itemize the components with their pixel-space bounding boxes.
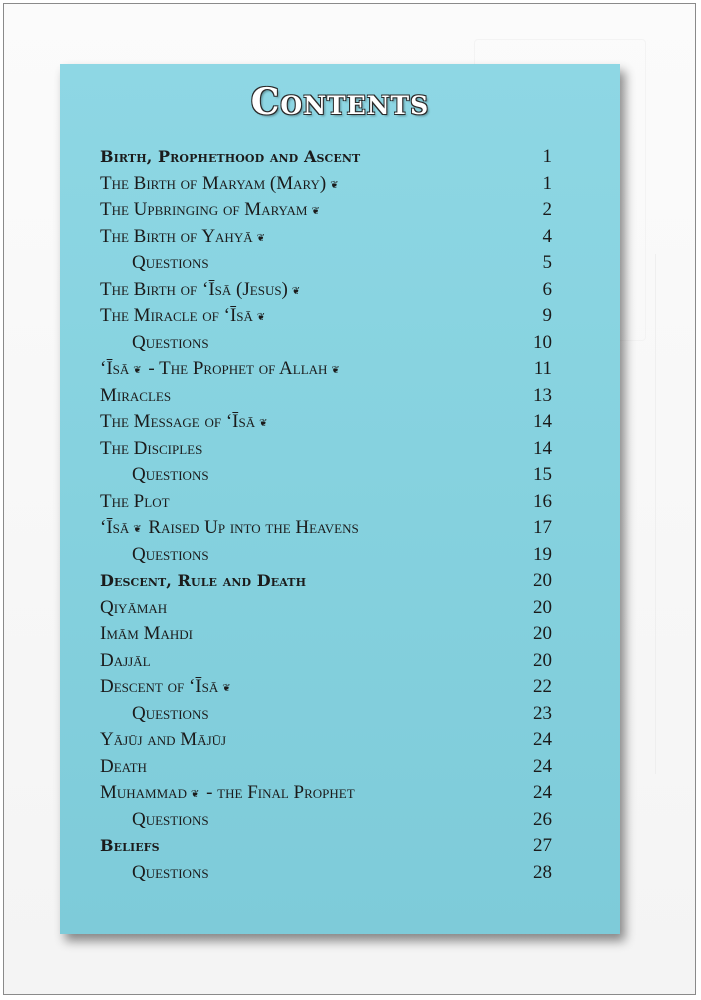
toc-entry-text: Miracles	[100, 384, 172, 406]
toc-page-number: 11	[533, 358, 552, 379]
toc-page-number: 17	[533, 517, 552, 538]
toc-entry-text: The Birth of Maryam (Mary)	[100, 172, 327, 194]
toc-entry	[60, 197, 620, 224]
toc-page-number: 14	[533, 411, 552, 432]
toc-page-number: 1	[542, 146, 552, 167]
toc-page-number: 10	[533, 331, 552, 353]
toc-entry-text: ‘Īsā	[100, 517, 130, 538]
toc-entry-text: Questions	[132, 464, 209, 485]
toc-page-number: 24	[533, 782, 552, 803]
toc-page-number: 20	[533, 649, 552, 671]
toc-entry-title	[100, 515, 359, 542]
toc-entry-text: Birth, Prophethood and Ascent	[100, 147, 361, 166]
toc-page-number: 1	[542, 172, 552, 194]
honorific-ligature-icon: ❦	[256, 312, 266, 323]
toc-page-number: 5	[542, 252, 552, 273]
contents-panel	[60, 64, 620, 934]
toc-entry-title	[100, 436, 202, 463]
toc-entry	[60, 727, 620, 754]
toc-entry	[60, 277, 620, 304]
toc-section-heading	[60, 568, 620, 595]
toc-page-number: 2	[542, 199, 552, 220]
toc-page-number: 26	[533, 808, 552, 830]
toc-entry-title	[100, 383, 171, 410]
toc-entry-title	[100, 489, 170, 516]
toc-entry-text: - The Prophet of Allah	[143, 358, 328, 379]
toc-entry-title	[100, 648, 151, 675]
toc-entry-text: Raised Up into the Heavens	[143, 517, 359, 538]
toc-entry	[60, 621, 620, 648]
toc-entry-text: The Miracle of ‘Īsā	[100, 305, 253, 326]
toc-entry-title	[100, 197, 322, 224]
toc-entry	[60, 250, 620, 277]
toc-entry	[60, 542, 620, 569]
toc-entry	[60, 356, 620, 383]
toc-page-number: 9	[542, 305, 552, 326]
honorific-ligature-icon: ❦	[190, 789, 200, 800]
toc-entry-text: The Plot	[100, 490, 170, 512]
toc-entry-title	[100, 727, 226, 754]
toc-entry-title	[100, 780, 355, 807]
toc-entry	[60, 701, 620, 728]
toc-page-number: 20	[533, 623, 552, 644]
toc-entry	[60, 515, 620, 542]
toc-entry-title	[100, 303, 267, 330]
honorific-ligature-icon: ❦	[291, 285, 301, 297]
toc-section-heading	[60, 833, 620, 860]
toc-entry-title	[132, 330, 209, 357]
toc-entry-text: Descent, Rule and Death	[100, 571, 307, 590]
toc-entry-text: The Message of ‘Īsā	[100, 411, 256, 432]
toc-entry-title	[100, 674, 233, 701]
toc-entry-title	[100, 171, 341, 198]
toc-page-number: 24	[533, 755, 552, 777]
toc-page-number: 24	[533, 729, 552, 750]
toc-entry-text: Descent of ‘Īsā	[100, 676, 219, 697]
toc-entry-text: Questions	[132, 252, 209, 273]
toc-entry-text: Questions	[132, 331, 209, 353]
toc-entry-text: The Disciples	[100, 437, 203, 459]
toc-entry-title	[132, 701, 209, 728]
toc-entry-title	[100, 621, 193, 648]
toc-page-number: 23	[533, 702, 552, 724]
toc-entry-title	[100, 224, 267, 251]
toc-entry	[60, 171, 620, 198]
toc-entry-title	[132, 542, 209, 569]
toc-page-number: 4	[542, 225, 552, 247]
toc-entry-text: Questions	[132, 702, 209, 724]
toc-entry-text: Qiyāmah	[100, 596, 168, 618]
toc-page-number: 13	[533, 384, 552, 406]
honorific-ligature-icon: ❦	[133, 365, 142, 376]
toc-entry	[60, 674, 620, 701]
toc-page-number: 15	[533, 464, 552, 485]
table-of-contents	[60, 144, 620, 886]
toc-entry	[60, 462, 620, 489]
toc-entry-text: Beliefs	[100, 836, 160, 855]
toc-entry-title	[100, 833, 160, 860]
toc-entry-text: Imām Mahdi	[100, 623, 193, 644]
honorific-ligature-icon: ❦	[133, 524, 142, 535]
toc-page-number: 16	[533, 490, 552, 512]
toc-page-number: 28	[533, 861, 552, 883]
honorific-ligature-icon: ❦	[259, 418, 268, 429]
toc-entry-title	[132, 860, 209, 887]
toc-entry-title	[100, 595, 167, 622]
toc-entry-title	[132, 807, 209, 834]
toc-entry-text: Yājūj and Mājūj	[100, 729, 227, 750]
toc-entry	[60, 303, 620, 330]
toc-entry-text: Questions	[132, 543, 209, 565]
toc-entry-title	[100, 754, 147, 781]
toc-entry-title	[100, 356, 342, 383]
toc-entry-title	[100, 409, 269, 436]
toc-entry-title	[100, 568, 306, 595]
toc-entry-text: - the Final Prophet	[201, 782, 355, 803]
honorific-ligature-icon: ❦	[222, 683, 231, 694]
toc-entry	[60, 780, 620, 807]
toc-page-number: 22	[533, 676, 552, 697]
toc-entry-title	[132, 462, 209, 489]
toc-page-number: 6	[542, 278, 552, 300]
toc-entry	[60, 648, 620, 675]
toc-entry-text: The Birth of ‘Īsā (Jesus)	[100, 278, 288, 300]
toc-entry-text: Death	[100, 755, 147, 777]
toc-page-number: 27	[533, 835, 552, 856]
honorific-ligature-icon: ❦	[331, 365, 340, 376]
toc-entry-text: Questions	[132, 861, 209, 883]
background-ornament-border	[614, 254, 656, 774]
honorific-ligature-icon: ❦	[256, 232, 265, 244]
toc-entry	[60, 224, 620, 251]
toc-page-number: 19	[533, 543, 552, 565]
toc-entry-text: The Birth of Yahyā	[100, 225, 253, 247]
toc-entry	[60, 860, 620, 887]
toc-entry	[60, 807, 620, 834]
toc-entry	[60, 436, 620, 463]
toc-entry-text: ‘Īsā	[100, 358, 130, 379]
toc-page-number: 20	[533, 596, 552, 618]
toc-entry	[60, 489, 620, 516]
toc-page-number: 20	[533, 570, 552, 591]
toc-entry-title	[100, 277, 302, 304]
honorific-ligature-icon: ❦	[330, 179, 339, 191]
toc-entry-title	[132, 250, 209, 277]
toc-section-heading	[60, 144, 620, 171]
toc-entry	[60, 754, 620, 781]
toc-entry-text: Muhammad	[100, 782, 187, 803]
honorific-ligature-icon: ❦	[311, 206, 320, 217]
toc-entry	[60, 330, 620, 357]
toc-entry	[60, 383, 620, 410]
toc-entry-title	[100, 144, 360, 171]
toc-page-number: 14	[533, 437, 552, 459]
toc-entry-text: Dajjāl	[100, 649, 151, 671]
toc-entry	[60, 409, 620, 436]
toc-entry-text: Questions	[132, 808, 209, 830]
page-title: Contents	[250, 81, 430, 123]
toc-entry-text: The Upbringing of Maryam	[100, 199, 308, 220]
toc-entry	[60, 595, 620, 622]
